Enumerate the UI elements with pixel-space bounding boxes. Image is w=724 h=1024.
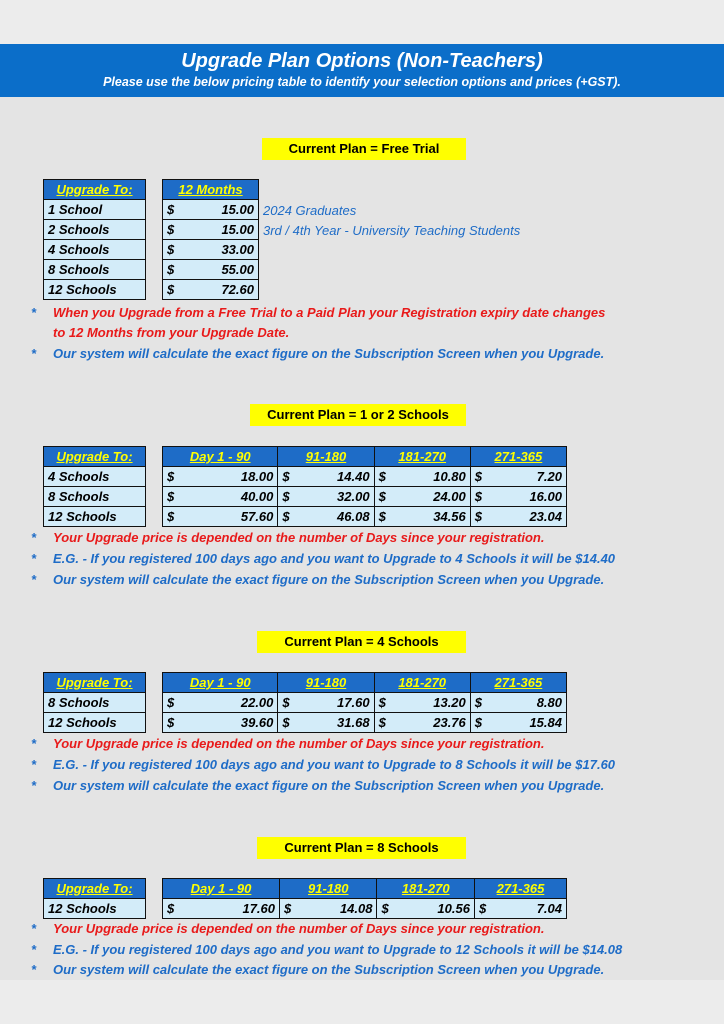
currency-symbol: $ <box>278 713 297 733</box>
price-cell: 23.04 <box>489 507 567 527</box>
price-cell: 7.04 <box>493 899 567 919</box>
bullet-star: * <box>31 572 37 587</box>
currency-symbol: $ <box>163 487 182 507</box>
plan-name-cell: 4 Schools <box>44 240 146 260</box>
column-header: Upgrade To: <box>44 447 146 467</box>
note-text: E.G. - If you registered 100 days ago and you want to Upgrade to 12 Schools it will be $14.08 <box>53 942 623 957</box>
currency-symbol: $ <box>470 713 489 733</box>
currency-symbol: $ <box>474 899 493 919</box>
plan-name-cell: 12 Schools <box>44 507 146 527</box>
price-cell: 7.20 <box>489 467 567 487</box>
price-by-days-table <box>162 446 567 527</box>
upgrade-to-table <box>43 179 146 300</box>
bottom-margin <box>0 980 724 1024</box>
currency-symbol: $ <box>278 467 297 487</box>
currency-symbol: $ <box>470 693 489 713</box>
price-cell: 40.00 <box>181 487 278 507</box>
column-header: 181-270 <box>374 447 470 467</box>
column-header: Upgrade To: <box>44 673 146 693</box>
bullet-star: * <box>31 942 37 957</box>
currency-symbol: $ <box>163 899 182 919</box>
currency-symbol: $ <box>163 280 182 300</box>
page-subtitle: Please use the below pricing table to identify your selection options and prices (+GST). <box>103 75 621 89</box>
bullet-star: * <box>31 736 37 751</box>
currency-symbol: $ <box>278 693 297 713</box>
column-header: 91-180 <box>278 447 374 467</box>
column-header: 271-365 <box>470 447 566 467</box>
price-by-days-table <box>162 672 567 733</box>
currency-symbol: $ <box>374 487 393 507</box>
plan-name-cell: 12 Schools <box>44 280 146 300</box>
plan-name-cell: 4 Schools <box>44 467 146 487</box>
price-cell: 46.08 <box>296 507 374 527</box>
price-cell: 39.60 <box>181 713 278 733</box>
currency-symbol: $ <box>163 220 182 240</box>
note-text: Our system will calculate the exact figure on the Subscription Screen when you Upgrade. <box>53 346 605 361</box>
price-cell: 13.20 <box>393 693 471 713</box>
column-header: 271-365 <box>474 879 566 899</box>
row-note: 2024 Graduates <box>263 203 357 218</box>
column-header: 12 Months <box>163 180 259 200</box>
bullet-star: * <box>31 530 37 545</box>
current-plan-label: Current Plan = Free Trial <box>262 138 466 160</box>
price-cell: 24.00 <box>393 487 471 507</box>
bullet-star: * <box>31 346 37 361</box>
bullet-star: * <box>31 962 37 977</box>
column-header: Upgrade To: <box>44 180 146 200</box>
note-text: When you Upgrade from a Free Trial to a Paid Plan your Registration expiry date changes <box>53 305 606 320</box>
column-header: Upgrade To: <box>44 879 146 899</box>
currency-symbol: $ <box>163 260 182 280</box>
price-cell: 15.84 <box>489 713 567 733</box>
currency-symbol: $ <box>470 507 489 527</box>
current-plan-label: Current Plan = 4 Schools <box>257 631 466 653</box>
price-cell: 14.40 <box>296 467 374 487</box>
price-cell: 10.80 <box>393 467 471 487</box>
currency-symbol: $ <box>374 507 393 527</box>
currency-symbol: $ <box>163 240 182 260</box>
column-header: Day 1 - 90 <box>163 879 280 899</box>
price-cell: 55.00 <box>181 260 259 280</box>
price-by-days-table <box>162 878 567 919</box>
note-text: E.G. - If you registered 100 days ago and you want to Upgrade to 8 Schools it will be $17.60 <box>53 757 616 772</box>
plan-name-cell: 8 Schools <box>44 693 146 713</box>
plan-name-cell: 8 Schools <box>44 487 146 507</box>
price-cell: 23.76 <box>393 713 471 733</box>
price-cell: 32.00 <box>296 487 374 507</box>
upgrade-to-table <box>43 672 146 733</box>
currency-symbol: $ <box>163 467 182 487</box>
price-cell: 31.68 <box>296 713 374 733</box>
bullet-star: * <box>31 551 37 566</box>
price-cell: 15.00 <box>181 220 259 240</box>
currency-symbol: $ <box>163 693 182 713</box>
column-header: 181-270 <box>377 879 474 899</box>
price-cell: 17.60 <box>181 899 280 919</box>
column-header: 91-180 <box>278 673 374 693</box>
price-cell: 15.00 <box>181 200 259 220</box>
currency-symbol: $ <box>278 507 297 527</box>
note-text: Your Upgrade price is depended on the number of Days since your registration. <box>53 736 545 751</box>
plan-name-cell: 8 Schools <box>44 260 146 280</box>
currency-symbol: $ <box>470 487 489 507</box>
plan-name-cell: 1 School <box>44 200 146 220</box>
price-cell: 18.00 <box>181 467 278 487</box>
column-header: Day 1 - 90 <box>163 673 278 693</box>
note-text: Our system will calculate the exact figure on the Subscription Screen when you Upgrade. <box>53 962 605 977</box>
price-cell: 10.56 <box>395 899 474 919</box>
currency-symbol: $ <box>163 507 182 527</box>
price-12-months-table <box>162 179 259 300</box>
price-cell: 8.80 <box>489 693 567 713</box>
row-note: 3rd / 4th Year - University Teaching Students <box>263 223 521 238</box>
currency-symbol: $ <box>470 467 489 487</box>
note-text: E.G. - If you registered 100 days ago and you want to Upgrade to 4 Schools it will be $14.40 <box>53 551 616 566</box>
price-cell: 14.08 <box>298 899 377 919</box>
page-title: Upgrade Plan Options (Non-Teachers) <box>181 50 543 72</box>
currency-symbol: $ <box>278 487 297 507</box>
bullet-star: * <box>31 778 37 793</box>
note-text: Our system will calculate the exact figure on the Subscription Screen when you Upgrade. <box>53 778 605 793</box>
note-text: Your Upgrade price is depended on the number of Days since your registration. <box>53 530 545 545</box>
price-cell: 57.60 <box>181 507 278 527</box>
bullet-star: * <box>31 305 37 320</box>
bullet-star: * <box>31 921 37 936</box>
currency-symbol: $ <box>374 713 393 733</box>
upgrade-to-table <box>43 878 146 919</box>
plan-name-cell: 12 Schools <box>44 713 146 733</box>
price-cell: 17.60 <box>296 693 374 713</box>
note-text: to 12 Months from your Upgrade Date. <box>53 325 290 340</box>
upgrade-to-table <box>43 446 146 527</box>
currency-symbol: $ <box>374 693 393 713</box>
bullet-star: * <box>31 757 37 772</box>
note-text: Our system will calculate the exact figure on the Subscription Screen when you Upgrade. <box>53 572 605 587</box>
column-header: Day 1 - 90 <box>163 447 278 467</box>
price-cell: 34.56 <box>393 507 471 527</box>
page-header <box>0 44 724 97</box>
currency-symbol: $ <box>163 200 182 220</box>
price-cell: 72.60 <box>181 280 259 300</box>
current-plan-label: Current Plan = 8 Schools <box>257 837 466 859</box>
plan-name-cell: 2 Schools <box>44 220 146 240</box>
current-plan-label: Current Plan = 1 or 2 Schools <box>250 404 466 426</box>
currency-symbol: $ <box>280 899 299 919</box>
column-header: 181-270 <box>374 673 470 693</box>
currency-symbol: $ <box>377 899 396 919</box>
plan-name-cell: 12 Schools <box>44 899 146 919</box>
price-cell: 33.00 <box>181 240 259 260</box>
price-cell: 16.00 <box>489 487 567 507</box>
note-text: Your Upgrade price is depended on the number of Days since your registration. <box>53 921 545 936</box>
currency-symbol: $ <box>374 467 393 487</box>
currency-symbol: $ <box>163 713 182 733</box>
column-header: 271-365 <box>470 673 566 693</box>
column-header: 91-180 <box>280 879 377 899</box>
top-margin <box>0 0 724 44</box>
price-cell: 22.00 <box>181 693 278 713</box>
